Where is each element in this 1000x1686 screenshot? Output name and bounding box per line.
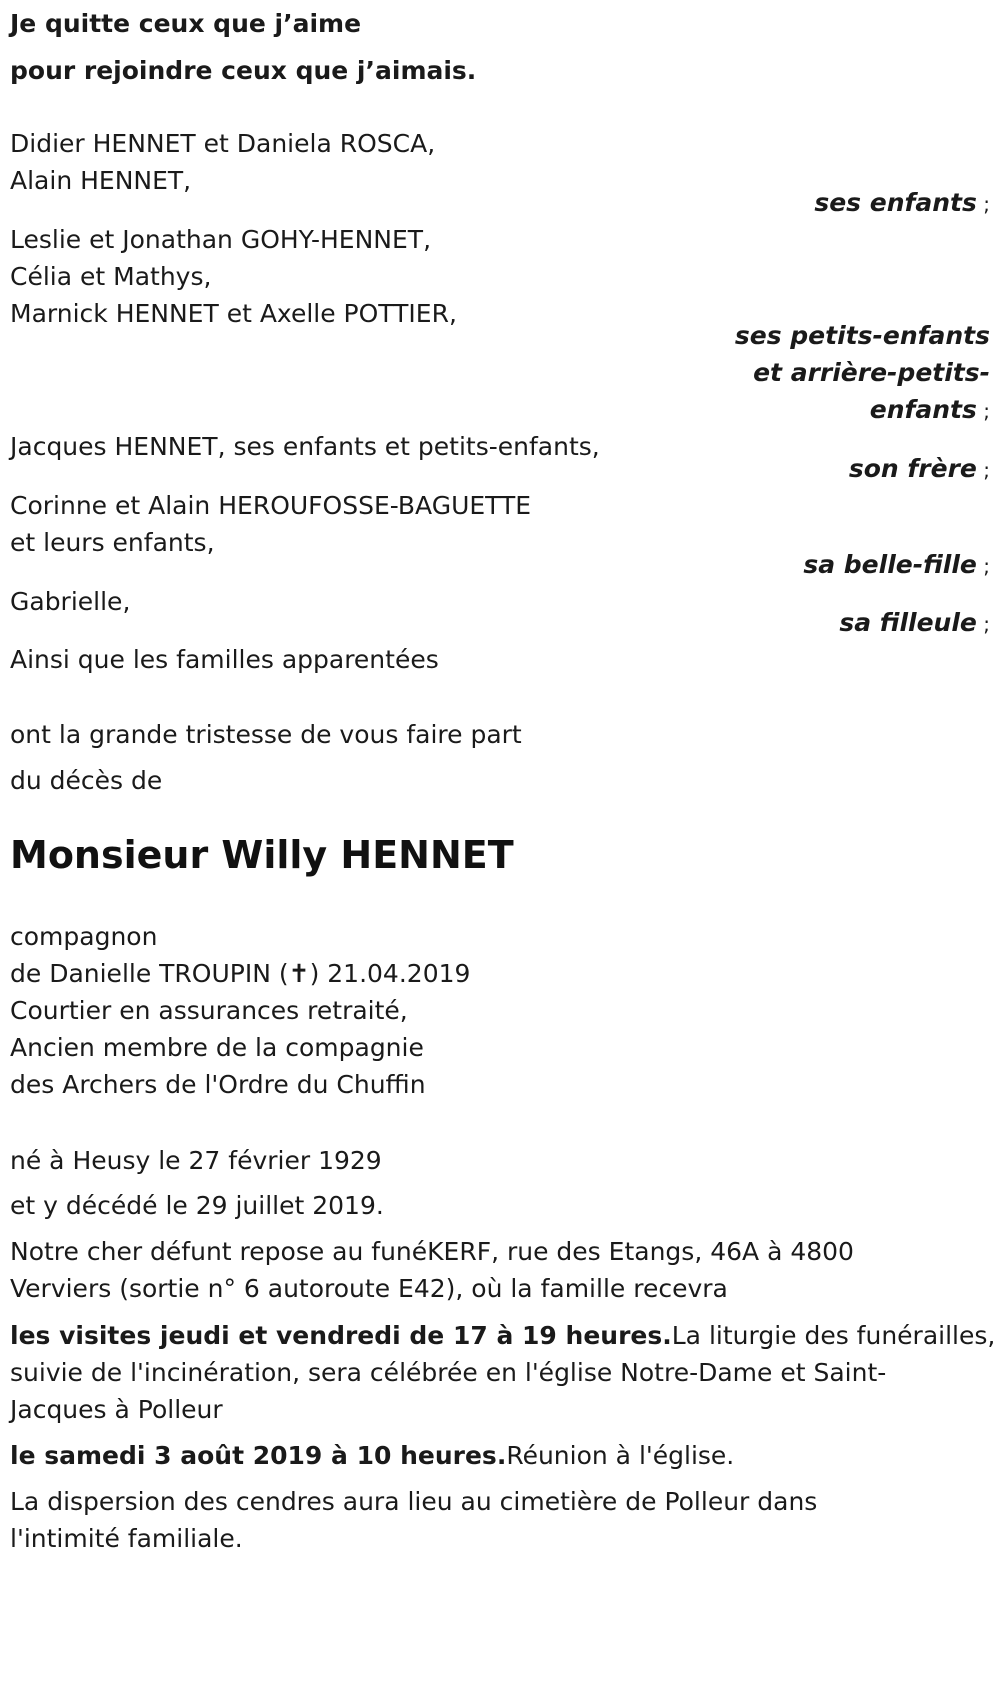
relation-label-grandchildren-line-3: enfants ; [869, 395, 990, 424]
dispersion-line-1: La dispersion des cendres aura lieu au cimetière de Polleur dans [10, 1487, 818, 1516]
relation-label-grandchildren-line-1: ses petits-enfants [734, 321, 990, 350]
family-name-line: Marnick HENNET et Axelle POTTIER, [10, 299, 457, 328]
family-name-line: Alain HENNET, [10, 166, 192, 195]
birth-line: né à Heusy le 27 février 1929 [10, 1146, 382, 1175]
repose-line-1: Notre cher défunt repose au funéKERF, rue des Etangs, 46A à 4800 [10, 1237, 854, 1266]
family-name-line: Leslie et Jonathan GOHY-HENNET, [10, 225, 432, 254]
repose-line-2: Verviers (sortie n° 6 autoroute E42), où la famille recevra [10, 1274, 728, 1303]
family-name-line: Corinne et Alain HEROUFOSSE-BAGUETTE [10, 491, 532, 520]
ceremony-line [10, 1436, 734, 1476]
death-line: et y décédé le 29 juillet 2019. [10, 1191, 384, 1220]
family-name-line: Didier HENNET et Daniela ROSCA, [10, 129, 436, 158]
family-name-line: Jacques HENNET, ses enfants et petits-enfants, [10, 432, 600, 461]
announcement-line-2: du décès de [10, 766, 163, 795]
deceased-name: Monsieur Willy HENNET [10, 833, 514, 877]
family-name-line: et leurs enfants, [10, 528, 215, 557]
ceremony-bold: le samedi 3 août 2019 à 10 heures. [10, 1441, 507, 1470]
relation-label-grandchildren-line-2: et arrière-petits- [753, 358, 990, 387]
visits-bold: les visites jeudi et vendredi de 17 à 19 heures. [10, 1321, 672, 1350]
detail-line: compagnon [10, 922, 158, 951]
epitaph-line-2: pour rejoindre ceux que j’aimais. [10, 56, 477, 85]
closing-family-line: Ainsi que les familles apparentées [10, 645, 439, 674]
detail-line: des Archers de l'Ordre du Chuffin [10, 1070, 426, 1099]
relation-label-daughter-in-law: sa belle-fille ; [803, 550, 990, 579]
liturgy-text: La liturgie des funérailles, [671, 1321, 996, 1350]
dispersion-line-2: l'intimité familiale. [10, 1524, 243, 1553]
detail-line: Ancien membre de la compagnie [10, 1033, 424, 1062]
relation-label-children: ses enfants ; [814, 188, 990, 217]
family-name-line: Célia et Mathys, [10, 262, 212, 291]
announcement-line-1: ont la grande tristesse de vous faire part [10, 720, 522, 749]
detail-line: Courtier en assurances retraité, [10, 996, 408, 1025]
detail-line: de Danielle TROUPIN (✝) 21.04.2019 [10, 959, 471, 988]
relation-label-goddaughter: sa filleule ; [839, 608, 990, 637]
family-name-line: Gabrielle, [10, 587, 131, 616]
visits-line-2: suivie de l'incinération, sera célébrée en l'église Notre-Dame et Saint- [10, 1358, 887, 1387]
visits-line-3: Jacques à Polleur [10, 1395, 223, 1424]
visits-line-1 [10, 1316, 995, 1356]
epitaph-line-1: Je quitte ceux que j’aime [10, 9, 362, 38]
ceremony-text: Réunion à l'église. [506, 1441, 735, 1470]
relation-label-brother: son frère ; [848, 454, 990, 483]
